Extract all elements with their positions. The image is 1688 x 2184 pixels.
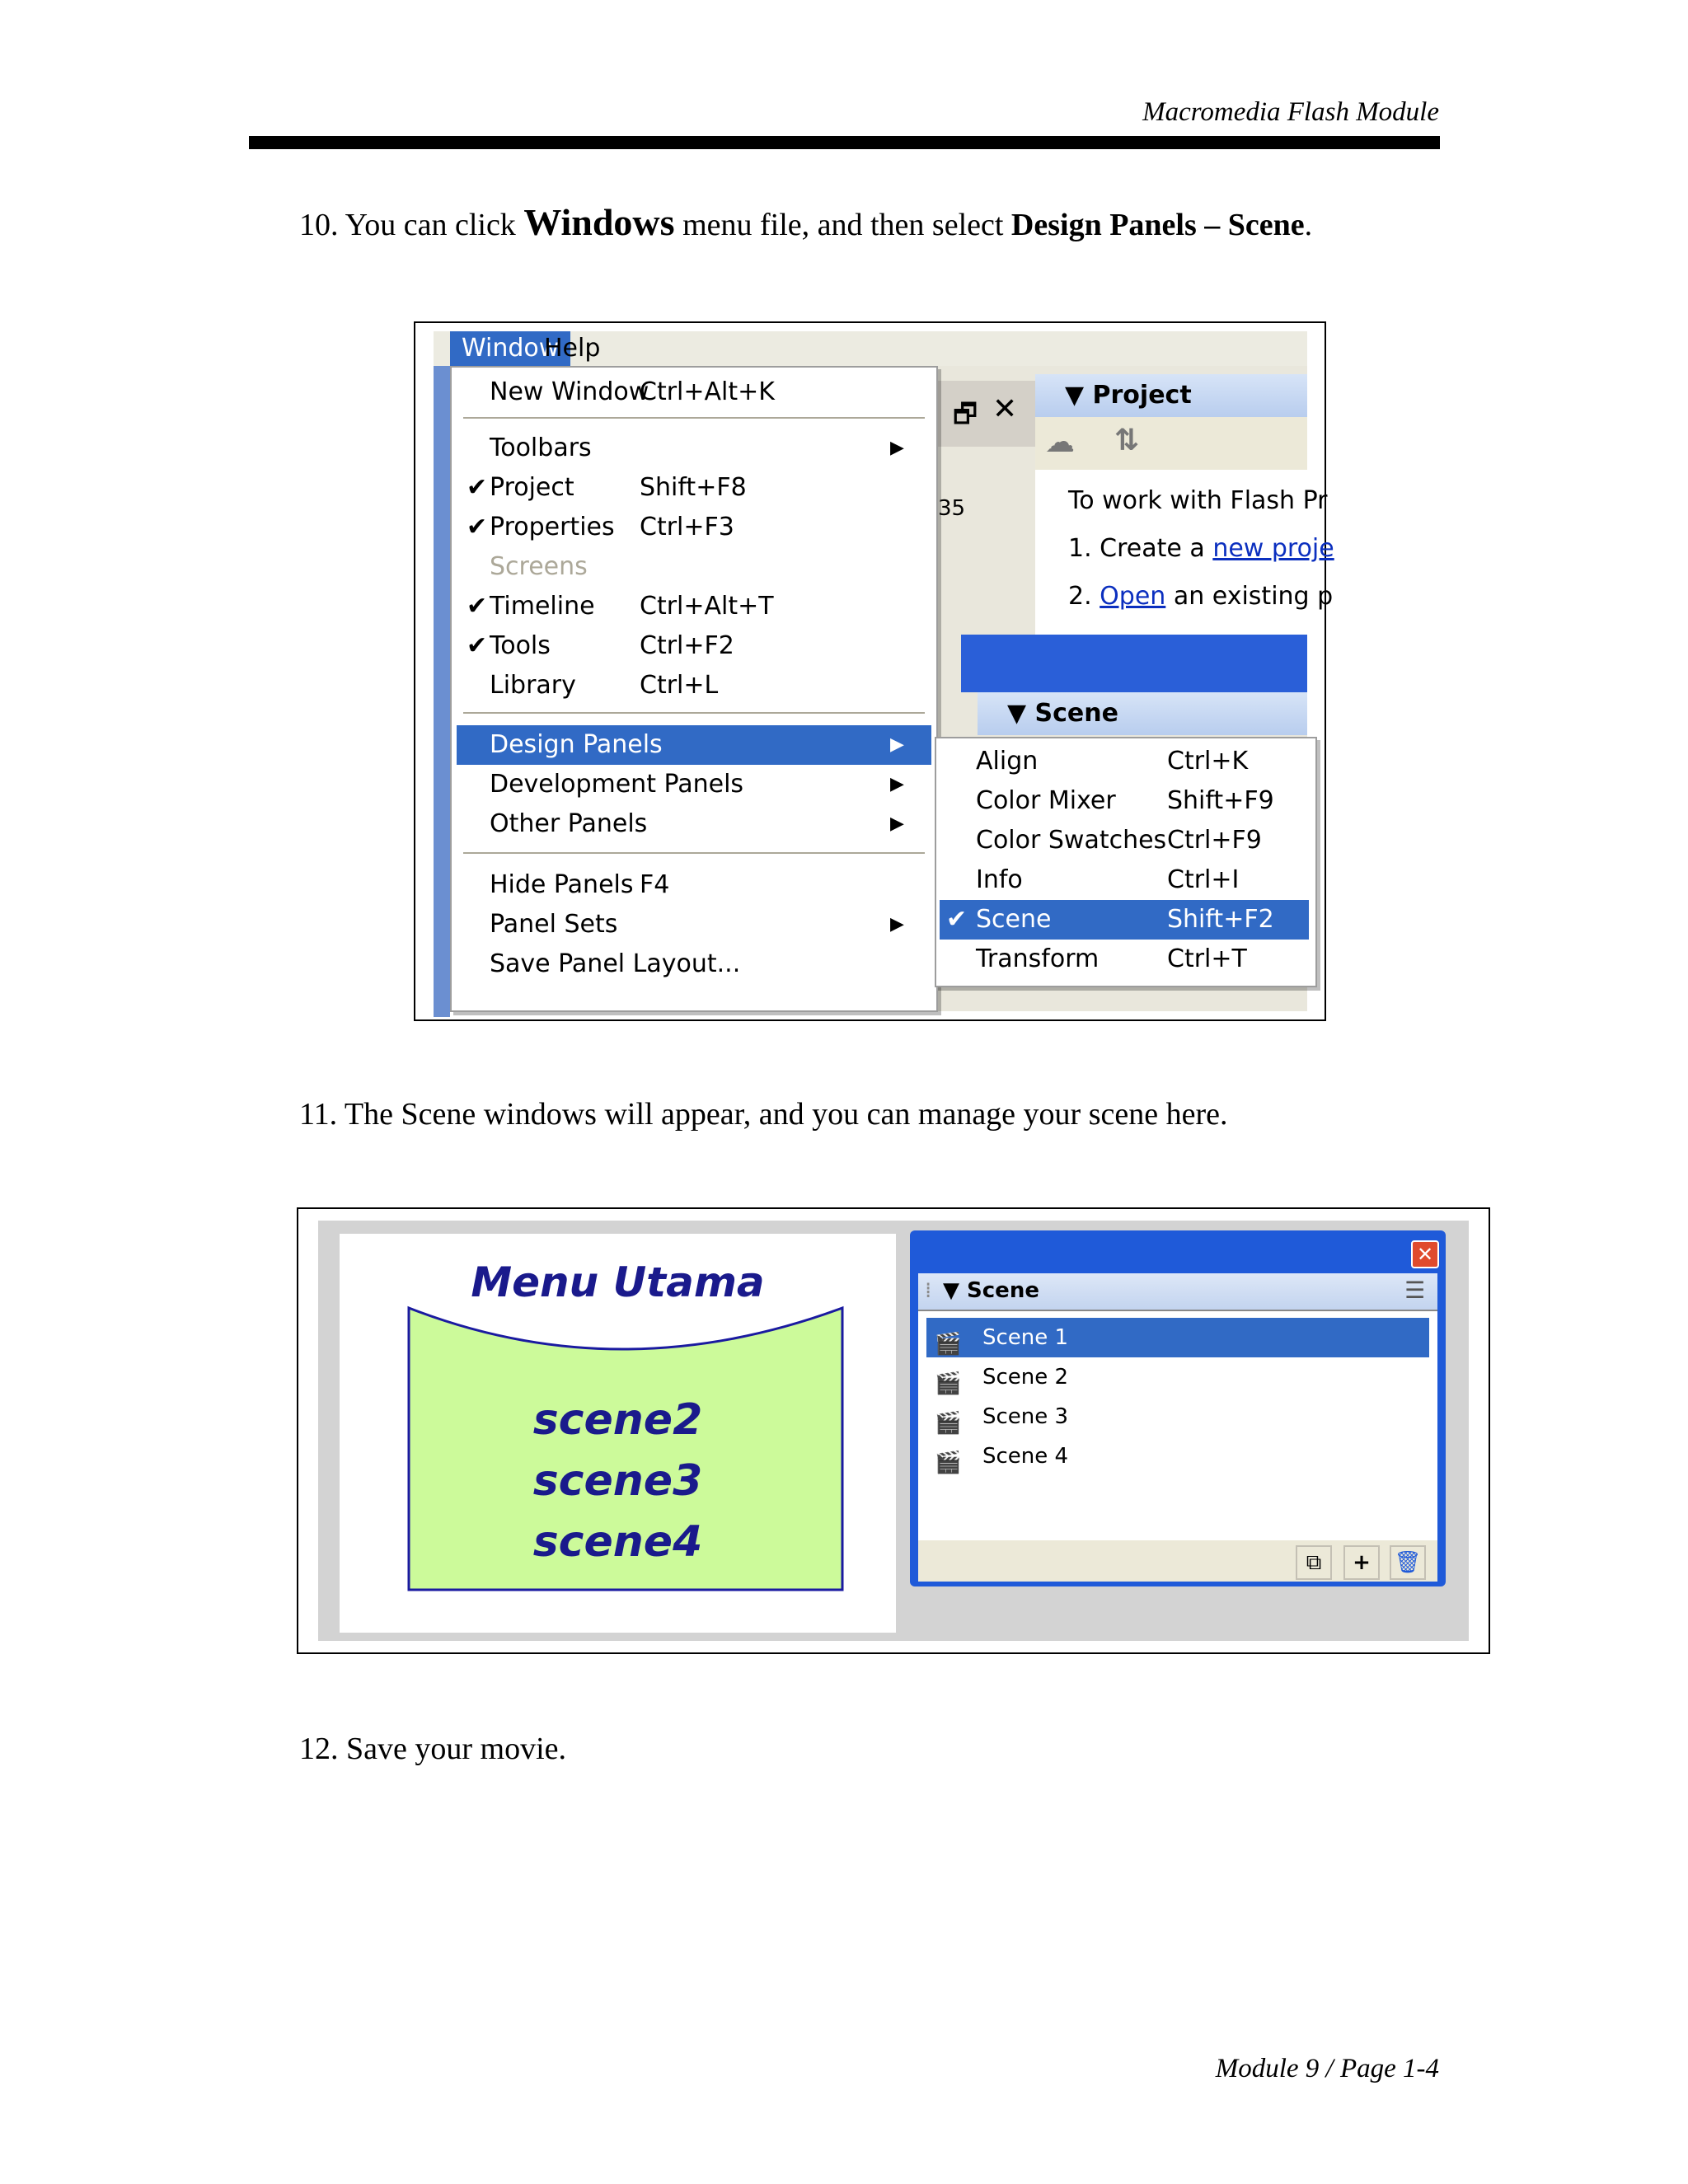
submenu-item-scene[interactable] <box>940 900 1309 940</box>
project-line-3-suffix: an existing p <box>1165 582 1334 611</box>
submenu-item-shortcut: Ctrl+I <box>1167 865 1240 894</box>
submenu-item-color-swatches[interactable] <box>940 821 1309 860</box>
step-10-end: . <box>1304 208 1313 242</box>
step-10 <box>299 200 1312 244</box>
options-menu-icon[interactable]: ☰ <box>1404 1277 1426 1304</box>
check-icon: ✔ <box>467 631 488 660</box>
submenu-item-shortcut: Ctrl+T <box>1167 944 1247 973</box>
step-10-prefix: 10. You can click <box>299 208 524 242</box>
step-12: 12. Save your movie. <box>299 1732 567 1766</box>
menu-item-label: Hide Panels <box>490 870 634 899</box>
menu-item-label: Properties <box>490 513 615 541</box>
menu-item-tools[interactable] <box>457 626 931 666</box>
new-project-link[interactable]: new proje <box>1212 534 1334 563</box>
menu-item-shortcut: Ctrl+Alt+T <box>640 592 774 621</box>
menu-item-label: Design Panels <box>490 730 663 759</box>
menu-separator <box>463 852 925 854</box>
close-icon[interactable]: ✕ <box>992 392 1018 426</box>
menubar <box>434 331 1307 366</box>
restore-icon[interactable]: 🗗 <box>953 398 978 429</box>
trash-icon: 🗑 <box>1394 1550 1422 1575</box>
scene-panel-window <box>910 1230 1446 1586</box>
step-10-mid: menu file, and then select <box>674 208 1011 242</box>
submenu-arrow-icon: ▶ <box>890 438 904 458</box>
project-line-3-prefix: 2. <box>1068 582 1100 611</box>
menu-item-label: Panel Sets <box>490 910 618 939</box>
toolbar-area <box>928 381 1035 447</box>
submenu-arrow-icon: ▶ <box>890 734 904 755</box>
menu-item-properties[interactable] <box>457 508 931 547</box>
menu-window[interactable]: Window <box>450 331 570 366</box>
submenu-item-shortcut: Shift+F2 <box>1167 905 1274 934</box>
submenu-item-align[interactable] <box>940 742 1309 781</box>
clapperboard-icon: 🎬 <box>935 1411 962 1436</box>
clapperboard-icon: 🎬 <box>935 1451 962 1475</box>
menu-item-label: Library <box>490 671 576 700</box>
submenu-item-label: Align <box>976 747 1039 776</box>
submenu-item-transform[interactable] <box>940 940 1309 979</box>
menu-item-shortcut: Ctrl+Alt+K <box>640 377 775 406</box>
stage-scene-label[interactable]: scene4 <box>532 1517 703 1567</box>
scene-panel-title <box>943 1278 1039 1303</box>
scene-list-item[interactable] <box>926 1357 1429 1397</box>
menu-separator <box>463 417 925 419</box>
menu-item-toolbars[interactable] <box>457 429 931 468</box>
menu-item-label: Save Panel Layout... <box>490 949 741 978</box>
clapperboard-icon: 🎬 <box>935 1332 962 1357</box>
menu-item-label: Other Panels <box>490 809 648 838</box>
panel-titlebar <box>961 635 1307 692</box>
scene-list-item[interactable] <box>926 1436 1429 1476</box>
cloud-icon[interactable]: ☁ <box>1045 425 1075 459</box>
menu-item-hide-panels[interactable] <box>457 865 931 905</box>
scene-list-label: Scene 2 <box>982 1365 1069 1390</box>
check-icon: ✔ <box>467 513 488 541</box>
project-panel-title <box>1065 381 1192 410</box>
check-icon: ✔ <box>946 905 968 934</box>
scene-panel-header[interactable] <box>918 1273 1437 1310</box>
step-10-windows: Windows <box>523 201 675 243</box>
scene-panel-title <box>1007 699 1118 728</box>
menu-item-save-panel-layout[interactable] <box>457 944 931 984</box>
scene-list <box>918 1310 1437 1542</box>
scene-title-text: Scene <box>1034 699 1118 728</box>
page-header-title: Macromedia Flash Module <box>1142 97 1439 127</box>
submenu-item-shortcut: Ctrl+F9 <box>1167 826 1262 855</box>
stage-scene-label[interactable]: scene2 <box>532 1395 703 1445</box>
figure-window-menu <box>414 321 1334 1021</box>
submenu-arrow-icon: ▶ <box>890 914 904 935</box>
open-project-link[interactable]: Open <box>1100 582 1166 611</box>
step-11: 11. The Scene windows will appear, and you can manage your scene here. <box>299 1097 1228 1132</box>
step-10-design-panels: Design Panels – Scene <box>1010 208 1305 242</box>
scene-list-item[interactable] <box>926 1397 1429 1436</box>
add-scene-button[interactable] <box>1343 1545 1380 1580</box>
menu-help[interactable]: Help <box>544 334 601 363</box>
collapse-triangle-icon: ▼ <box>1007 699 1035 728</box>
page-footer: Module 9 / Page 1-4 <box>1215 2054 1439 2083</box>
menu-item-shortcut: Shift+F8 <box>640 473 747 502</box>
scene-list-label: Scene 4 <box>982 1444 1069 1469</box>
menu-item-shortcut: Ctrl+L <box>640 671 719 700</box>
project-title-text: Project <box>1092 381 1192 410</box>
header-rule <box>249 136 1440 149</box>
design-panels-submenu <box>935 737 1317 987</box>
project-toolbar <box>1035 417 1307 470</box>
submenu-item-info[interactable] <box>940 860 1309 900</box>
check-icon: ✔ <box>467 473 488 502</box>
project-line-3 <box>1068 582 1333 611</box>
project-line-2-prefix: 1. Create a <box>1068 534 1213 563</box>
project-panel-header[interactable] <box>1035 374 1307 417</box>
menu-separator <box>463 712 925 714</box>
menu-item-new-window[interactable] <box>457 373 931 412</box>
menu-item-label: Tools <box>490 631 551 660</box>
grip-icon[interactable]: ⁞ <box>925 1278 932 1303</box>
menu-item-shortcut: Ctrl+F3 <box>640 513 734 541</box>
submenu-item-shortcut: Ctrl+K <box>1167 747 1249 776</box>
figure-scene-panel <box>297 1207 1490 1654</box>
sort-icon[interactable]: ⇅ <box>1114 424 1140 457</box>
collapse-triangle-icon: ▼ <box>943 1278 968 1303</box>
stage <box>340 1234 896 1633</box>
scene-list-item[interactable] <box>926 1318 1429 1357</box>
menu-item-library[interactable] <box>457 666 931 705</box>
menu-item-label: New Window <box>490 377 649 406</box>
collapse-triangle-icon: ▼ <box>1065 381 1093 410</box>
scene-panel-footer <box>918 1540 1437 1582</box>
menu-item-shortcut: Ctrl+F2 <box>640 631 734 660</box>
stage-scene-label[interactable]: scene3 <box>532 1456 703 1506</box>
duplicate-scene-button[interactable] <box>1296 1545 1332 1580</box>
menu-utama-title: Menu Utama <box>471 1258 765 1306</box>
submenu-item-label: Color Mixer <box>976 786 1116 815</box>
menu-item-label: Screens <box>490 552 588 581</box>
scene-panel-title-text: Scene <box>967 1278 1039 1303</box>
ruler-number: 35 <box>938 496 966 521</box>
menu-item-development-panels[interactable] <box>457 765 931 804</box>
menu-item-screens <box>457 547 931 587</box>
submenu-item-shortcut: Shift+F9 <box>1167 786 1274 815</box>
menu-item-other-panels[interactable] <box>457 804 931 844</box>
submenu-arrow-icon: ▶ <box>890 813 904 834</box>
submenu-item-label: Transform <box>976 944 1100 973</box>
close-icon[interactable]: ✕ <box>1411 1240 1439 1268</box>
menu-item-label: Toolbars <box>490 434 592 462</box>
delete-scene-button[interactable] <box>1390 1545 1426 1580</box>
submenu-arrow-icon: ▶ <box>890 774 904 794</box>
duplicate-icon: ⧉ <box>1306 1550 1322 1575</box>
window-menu <box>450 366 938 1012</box>
menu-item-label: Project <box>490 473 574 502</box>
submenu-item-label: Scene <box>976 905 1052 934</box>
menu-item-label: Timeline <box>490 592 595 621</box>
menu-item-panel-sets[interactable] <box>457 905 931 944</box>
menu-item-label: Development Panels <box>490 770 744 799</box>
menu-item-design-panels[interactable] <box>457 725 931 765</box>
left-edge-panel <box>434 366 450 1017</box>
menu-item-project[interactable] <box>457 468 931 508</box>
submenu-item-label: Info <box>976 865 1023 894</box>
project-line-1: To work with Flash Pr <box>1068 486 1328 515</box>
project-line-2 <box>1068 534 1334 563</box>
submenu-item-label: Color Swatches <box>976 826 1167 855</box>
menu-item-timeline[interactable] <box>457 587 931 626</box>
check-icon: ✔ <box>467 592 488 621</box>
project-panel-body <box>1035 470 1334 635</box>
scene-panel-header-bg[interactable] <box>978 692 1307 735</box>
plus-icon: + <box>1353 1550 1371 1575</box>
clapperboard-icon: 🎬 <box>935 1371 962 1396</box>
scene-list-label: Scene 3 <box>982 1404 1069 1429</box>
submenu-item-color-mixer[interactable] <box>940 781 1309 821</box>
menu-item-shortcut: F4 <box>640 870 670 899</box>
scene-list-label: Scene 1 <box>982 1325 1069 1350</box>
